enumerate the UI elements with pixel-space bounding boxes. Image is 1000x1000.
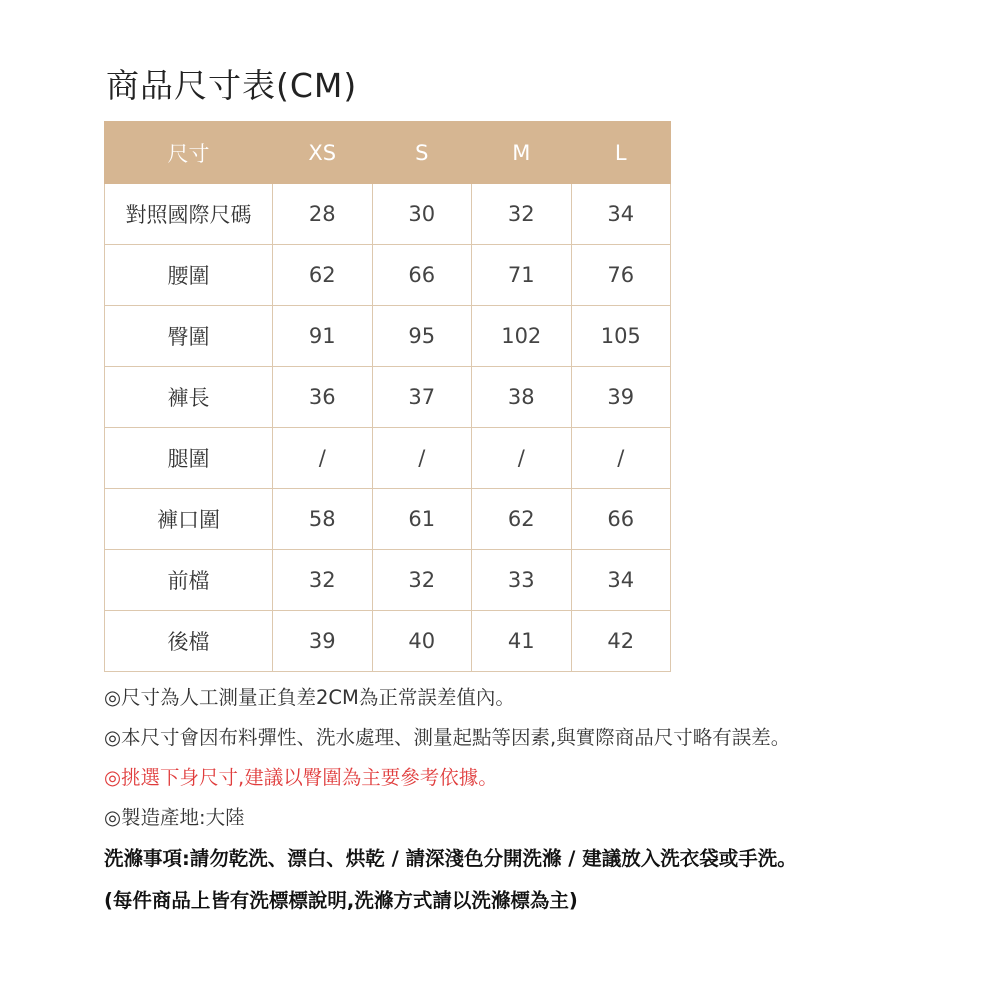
table-cell: 30	[372, 184, 472, 245]
table-cell: 41	[472, 611, 572, 672]
table-cell: 32	[372, 550, 472, 611]
row-label: 腿圍	[105, 428, 273, 489]
table-cell: /	[571, 428, 671, 489]
table-cell: 42	[571, 611, 671, 672]
table-cell: 40	[372, 611, 472, 672]
row-label: 腰圍	[105, 245, 273, 306]
table-row	[105, 489, 671, 550]
table-cell: 36	[273, 367, 373, 428]
table-cell: 66	[571, 489, 671, 550]
table-cell: 38	[472, 367, 572, 428]
row-label: 前檔	[105, 550, 273, 611]
table-row	[105, 367, 671, 428]
table-row	[105, 184, 671, 245]
table-cell: /	[273, 428, 373, 489]
table-row	[105, 611, 671, 672]
table-row	[105, 245, 671, 306]
note-origin: ◎製造產地:大陸	[104, 806, 245, 829]
table-cell: 66	[372, 245, 472, 306]
table-cell: 32	[273, 550, 373, 611]
table-cell: 102	[472, 306, 572, 367]
table-cell: 91	[273, 306, 373, 367]
table-cell: 28	[273, 184, 373, 245]
table-cell: 32	[472, 184, 572, 245]
table-cell: 76	[571, 245, 671, 306]
notes-section	[104, 678, 984, 922]
note-fabric-variation: ◎本尺寸會因布料彈性、洗水處理、測量起點等因素,與實際商品尺寸略有誤差。	[104, 726, 791, 749]
table-cell: 105	[571, 306, 671, 367]
table-cell: 39	[273, 611, 373, 672]
care-instructions: 洗滌事項:請勿乾洗、漂白、烘乾 / 請深淺色分開洗滌 / 建議放入洗衣袋或手洗。	[104, 847, 797, 870]
table-cell: 95	[372, 306, 472, 367]
column-header-m: M	[472, 122, 572, 184]
row-label: 褲長	[105, 367, 273, 428]
size-table	[104, 121, 671, 672]
row-label: 臀圍	[105, 306, 273, 367]
table-row	[105, 306, 671, 367]
row-label: 對照國際尺碼	[105, 184, 273, 245]
note-size-selection-tip: ◎挑選下身尺寸,建議以臀圍為主要參考依據。	[104, 766, 498, 789]
row-label: 後檔	[105, 611, 273, 672]
column-header-s: S	[372, 122, 472, 184]
table-cell: /	[472, 428, 572, 489]
column-header-size: 尺寸	[105, 122, 273, 184]
table-cell: /	[372, 428, 472, 489]
table-row	[105, 550, 671, 611]
table-header-row	[105, 122, 671, 184]
table-cell: 58	[273, 489, 373, 550]
row-label: 褲口圍	[105, 489, 273, 550]
table-cell: 39	[571, 367, 671, 428]
page-title: 商品尺寸表(CM)	[106, 66, 358, 105]
column-header-xs: XS	[273, 122, 373, 184]
table-cell: 37	[372, 367, 472, 428]
table-cell: 61	[372, 489, 472, 550]
table-cell: 62	[472, 489, 572, 550]
table-cell: 34	[571, 550, 671, 611]
table-cell: 33	[472, 550, 572, 611]
table-cell: 71	[472, 245, 572, 306]
table-cell: 62	[273, 245, 373, 306]
note-measurement-tolerance: ◎尺寸為人工測量正負差2CM為正常誤差值內。	[104, 686, 515, 709]
care-label-note: (每件商品上皆有洗標標說明,洗滌方式請以洗滌標為主)	[104, 889, 578, 912]
column-header-l: L	[571, 122, 671, 184]
table-row	[105, 428, 671, 489]
table-cell: 34	[571, 184, 671, 245]
